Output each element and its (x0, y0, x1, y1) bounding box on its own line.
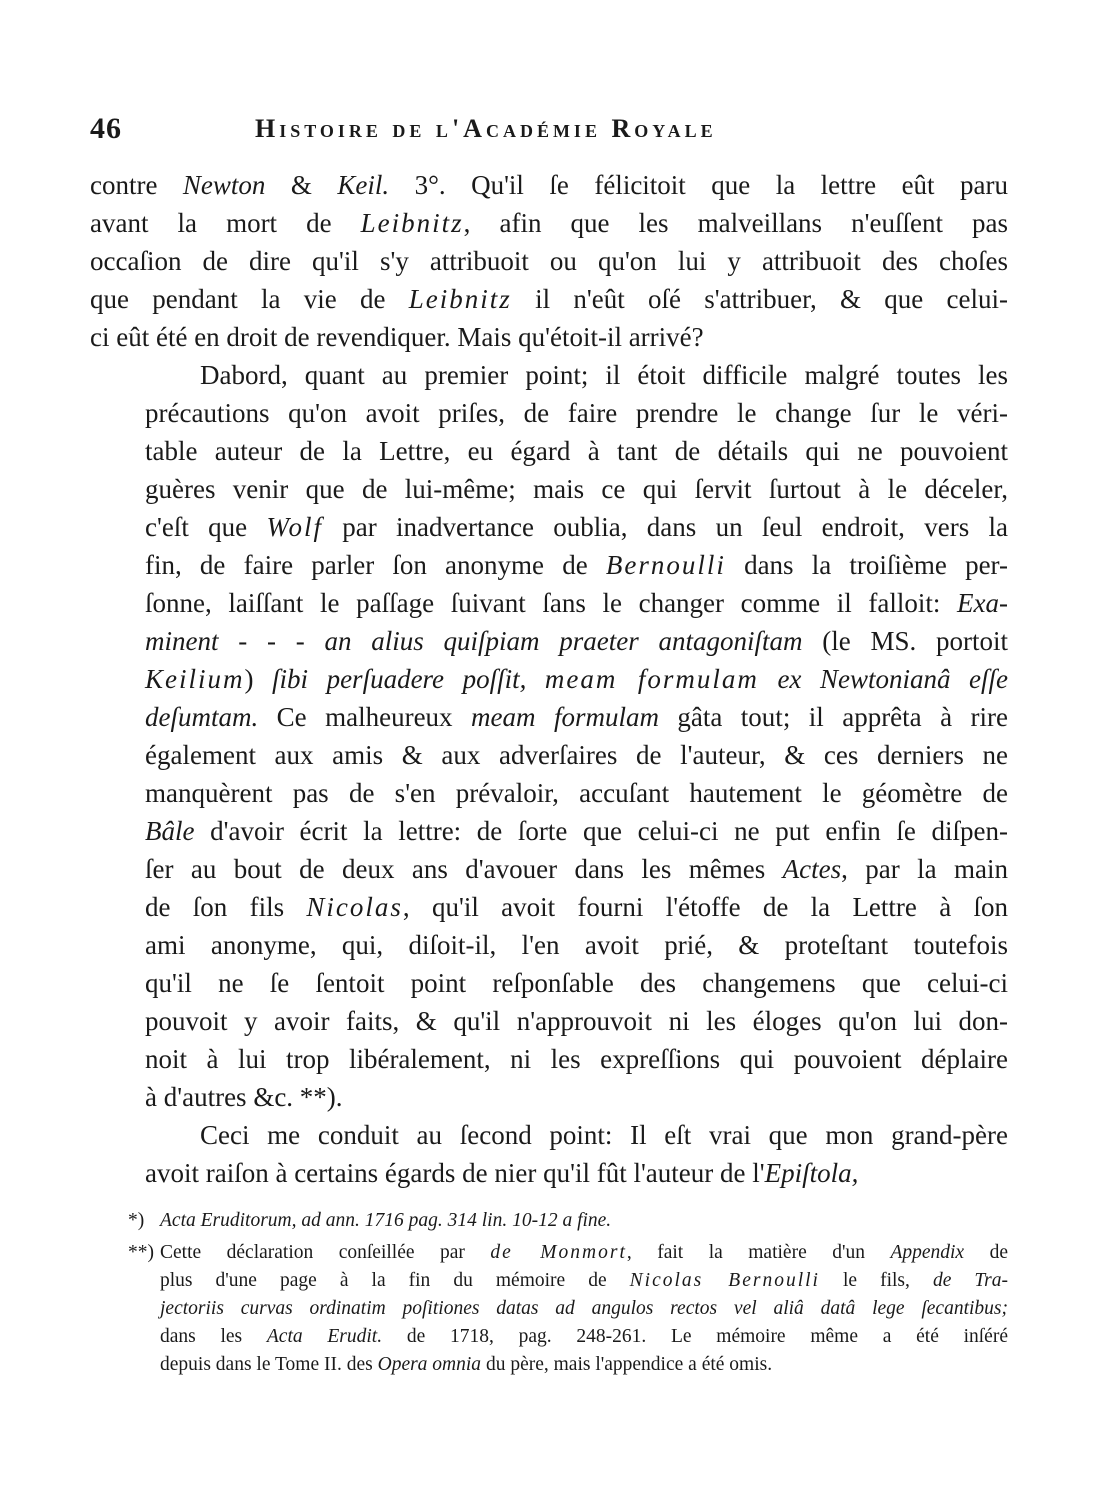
text-run: il n'eût oſé s'attribuer, & que celui- (511, 284, 1008, 314)
emphasized-text: Bernoulli (605, 550, 726, 580)
emphasized-text: meam formulam (471, 702, 659, 732)
emphasized-text: Newton (182, 170, 266, 200)
text-line (160, 1295, 1008, 1323)
text-run: depuis dans le Tome II. des (160, 1354, 378, 1375)
page-number: 46 (90, 112, 122, 145)
footnote (128, 1239, 1008, 1379)
text-line (90, 394, 1008, 432)
text-line (90, 508, 1008, 546)
text-run: d'avoir écrit la lettre: de ſorte que celui-ci ne put enfin ſe diſpen- (194, 816, 1008, 846)
text-line (160, 1351, 1008, 1379)
emphasized-text: Exa- (957, 588, 1008, 618)
text-line (90, 356, 1008, 394)
text-run: noit à lui trop libéralement, ni les expreſſions qui pouvoient déplaire (145, 1044, 1008, 1074)
emphasized-text: jectoriis curvas ordinatim poſitiones datas ad angulos rectos vel aliâ datâ lege ſecantibus; (160, 1298, 1008, 1319)
text-run: plus d'une page à la fin du mémoire de (160, 1270, 630, 1291)
text-run: ſer au bout de deux ans d'avouer dans les mêmes (145, 854, 783, 884)
text-run: Ce malheureux (258, 702, 472, 732)
text-run: à d'autres &c. **). (145, 1082, 343, 1112)
text-line (90, 318, 1008, 356)
emphasized-text: meam formulam (544, 664, 759, 694)
text-run: également aux amis & aux adverſaires de l'auteur, & ces derniers ne (145, 740, 1008, 770)
text-run: dans la troiſième per- (725, 550, 1008, 580)
text-line (90, 812, 1008, 850)
emphasized-text: Leibnitz (408, 284, 512, 314)
footnotes (128, 1207, 1008, 1383)
text-run: , qu'il avoit fourni l'étoffe de la Lettre à ſon (402, 892, 1008, 922)
text-line (90, 470, 1008, 508)
text-run: , par la main (841, 854, 1008, 884)
text-run: manquèrent pas de s'en prévaloir, accuſant hautement le géomètre de (145, 778, 1008, 808)
text-line (90, 660, 1008, 698)
text-run: avant la mort de (90, 208, 361, 238)
text-line (90, 1078, 1008, 1116)
text-line (90, 546, 1008, 584)
footnote-marker: *) (128, 1210, 145, 1231)
emphasized-text: Bâle (145, 816, 195, 846)
text-run: Ceci me conduit au ſecond point: Il eſt vrai que mon grand-père (200, 1120, 1008, 1150)
text-line (160, 1323, 1008, 1351)
text-line (90, 964, 1008, 1002)
emphasized-text: Keilium (145, 664, 245, 694)
text-run: ami anonyme, qui, diſoit-il, l'en avoit prié, & proteſtant toutefois (145, 930, 1008, 960)
text-run: que pendant la vie de (90, 284, 409, 314)
text-run: c'eſt que (145, 512, 267, 542)
emphasized-text: Epiſtola, (764, 1158, 859, 1188)
text-run: de ſon fils (145, 892, 307, 922)
text-run: ſonne, laiſſant le paſſage ſuivant ſans le changer comme il falloit: (145, 588, 958, 618)
text-run: guères venir que de lui-même; mais ce qui ſervit ſurtout à le déceler, (145, 474, 1008, 504)
text-line (90, 242, 1008, 280)
text-line (90, 166, 1008, 204)
text-run: avoit raiſon à certains égards de nier qu'il fût l'auteur de l' (145, 1158, 765, 1188)
text-run: 3°. Qu'il ſe félicitoit que la lettre eût paru (389, 170, 1008, 200)
paragraph (90, 356, 1008, 1116)
footnote (128, 1207, 1008, 1235)
emphasized-text: Actes (782, 854, 842, 884)
text-line (90, 736, 1008, 774)
text-line (160, 1207, 1008, 1235)
running-title: Histoire de l'Académie Royale (255, 114, 717, 143)
text-line (90, 204, 1008, 242)
text-run: table auteur de la Lettre, eu égard à tant de détails qui ne pouvoient (145, 436, 1008, 466)
text-line (90, 926, 1008, 964)
text-run: occaſion de dire qu'il s'y attribuoit ou qu'on lui y attribuoit des choſes (90, 246, 1008, 276)
text-run: qu'il ne ſe ſentoit point reſponſable des changemens que celui-ci (145, 968, 1008, 998)
text-run: de (964, 1242, 1008, 1263)
emphasized-text: Leibnitz (360, 208, 464, 238)
text-line (90, 774, 1008, 812)
paragraph (90, 1116, 1008, 1192)
emphasized-text: Opera omnia (377, 1354, 482, 1375)
emphasized-text: Keil. (337, 170, 390, 200)
emphasized-text: ſibi perſuadere poſſit, (272, 664, 545, 694)
text-run: du père, mais l'appendice a été omis. (481, 1354, 773, 1375)
text-run: Cette déclaration conſeillée par (160, 1242, 491, 1263)
text-run: & (265, 170, 338, 200)
text-run: contre (90, 170, 183, 200)
text-run: précautions qu'on avoit priſes, de faire prendre le change ſur le véri- (145, 398, 1008, 428)
body-text (90, 166, 1008, 1192)
text-line (90, 1116, 1008, 1154)
emphasized-text: Appendix (890, 1242, 965, 1263)
text-run: pouvoit y avoir faits, & qu'il n'approuvoit ni les éloges qu'on lui don- (145, 1006, 1008, 1036)
text-run: dans les (160, 1326, 267, 1347)
footnote-marker: **) (128, 1242, 154, 1263)
text-run: Dabord, quant au premier point; il étoit difficile malgré toutes les (200, 360, 1008, 390)
text-run: ci eût été en droit de revendiquer. Mais qu'étoit-il arrivé? (90, 322, 704, 352)
running-head (90, 112, 1008, 152)
text-run: ) (244, 664, 273, 694)
text-line (90, 850, 1008, 888)
text-line (160, 1267, 1008, 1295)
text-run: de 1718, pag. 248-261. Le mémoire même a été inſéré (382, 1326, 1008, 1347)
emphasized-text: minent - - - an alius quiſpiam praeter antagoniſtam (145, 626, 803, 656)
text-run: , afin que les malveillans n'euſſent pas (463, 208, 1008, 238)
emphasized-text: Nicolas Bernoulli (629, 1270, 820, 1291)
emphasized-text: ex Newtonianâ eſſe (758, 664, 1008, 694)
emphasized-text: Wolf (266, 512, 323, 542)
text-line (90, 1002, 1008, 1040)
text-line (90, 622, 1008, 660)
text-run: fin, de faire parler ſon anonyme de (145, 550, 606, 580)
emphasized-text: de Tra- (932, 1270, 1008, 1291)
text-run: (le MS. portoit (802, 626, 1008, 656)
emphasized-text: deſumtam. (145, 702, 259, 732)
paragraph (90, 166, 1008, 356)
text-line (90, 280, 1008, 318)
text-line (90, 698, 1008, 736)
text-line (90, 888, 1008, 926)
text-line (160, 1239, 1008, 1267)
text-run: gâta tout; il apprêta à rire (658, 702, 1008, 732)
text-run: par inadvertance oublia, dans un ſeul endroit, vers la (322, 512, 1008, 542)
emphasized-text: de Monmort (490, 1242, 627, 1263)
text-line (90, 432, 1008, 470)
text-line (90, 1154, 1008, 1192)
text-run: , fait la matière d'un (626, 1242, 891, 1263)
text-line (90, 1040, 1008, 1078)
emphasized-text: Acta Eruditorum, ad ann. 1716 pag. 314 lin. 10-12 a fine. (160, 1210, 612, 1231)
text-line (90, 584, 1008, 622)
text-run: le fils, (819, 1270, 933, 1291)
emphasized-text: Acta Erudit. (266, 1326, 383, 1347)
emphasized-text: Nicolas (306, 892, 403, 922)
